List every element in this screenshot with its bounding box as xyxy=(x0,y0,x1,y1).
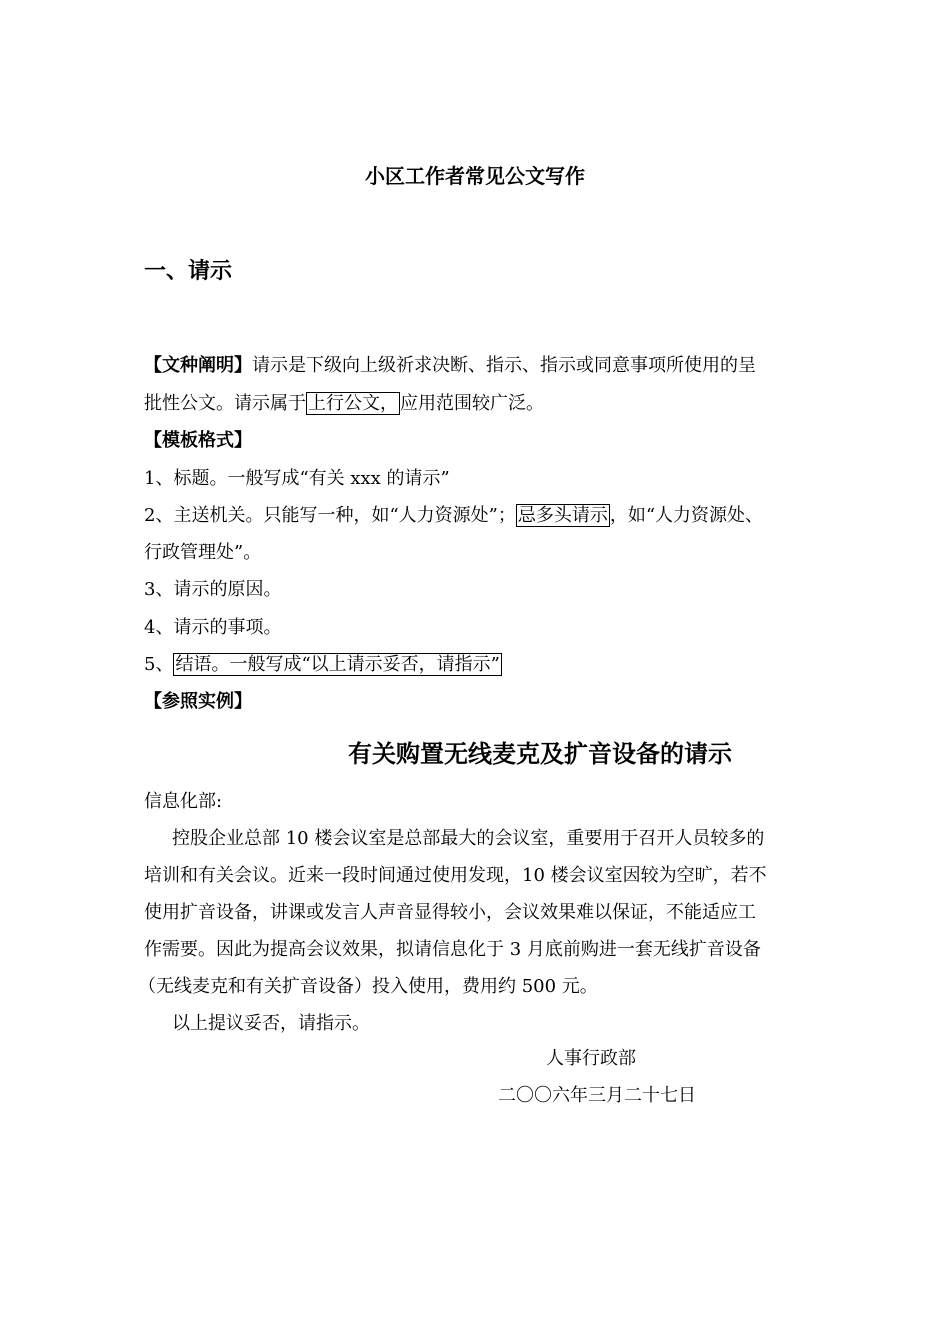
template-item-2-prefix: 2、主送机关。只能写一种，如“人力资源处”； xyxy=(144,505,516,526)
template-item-4: 4、请示的事项。 xyxy=(144,617,282,638)
template-item-5 xyxy=(144,653,502,677)
body-line-5: （无线麦克和有关扩音设备）投入使用，费用约 500 元。 xyxy=(138,976,598,997)
recipient: 信息化部: xyxy=(144,791,223,812)
explanation-label: 【文种阐明】 xyxy=(144,355,252,376)
body-line-4: 作需要。因此为提高会议效果，拟请信息化于 3 月底前购进一套无线扩音设备 xyxy=(144,939,761,960)
body-line-3: 使用扩音设备，讲课或发言人声音显得较小，会议效果难以保证，不能适应工 xyxy=(144,902,756,923)
section-heading: 一、请示 xyxy=(144,258,233,284)
template-label: 【模板格式】 xyxy=(144,430,252,451)
template-item-2 xyxy=(144,504,763,528)
template-item-2-suffix: ，如“人力资源处、 xyxy=(609,505,764,526)
template-item-5-prefix: 5、 xyxy=(144,654,174,675)
explanation-text-2-suffix: 应用范围较广泛。 xyxy=(400,393,544,414)
reference-label: 【参照实例】 xyxy=(144,691,252,712)
sender: 人事行政部 xyxy=(546,1048,636,1069)
explanation-line-1 xyxy=(144,354,756,378)
closing-line: 以上提议妥否，请指示。 xyxy=(172,1013,370,1034)
template-item-2-continued: 行政管理处”。 xyxy=(144,542,262,563)
date: 二〇〇六年三月二十七日 xyxy=(498,1085,696,1106)
upward-document-highlight: 上行公文， xyxy=(308,393,398,414)
body-line-2: 培训和有关会议。近来一段时间通过使用发现，10 楼会议室因较为空旷，若不 xyxy=(144,865,767,886)
explanation-line-2 xyxy=(144,392,544,416)
body-line-1: 控股企业总部 10 楼会议室是总部最大的会议室，重要用于召开人员较多的 xyxy=(172,828,765,849)
document-title: 小区工作者常见公文写作 xyxy=(365,164,585,188)
explanation-text-2-prefix: 批性公文。请示属于 xyxy=(144,393,306,414)
template-item-1: 1、标题。一般写成“有关 xxx 的请示” xyxy=(144,468,450,489)
closing-phrase-highlight: 结语。一般写成“以上请示妥否，请指示” xyxy=(175,654,500,675)
example-title: 有关购置无线麦克及扩音设备的请示 xyxy=(348,739,732,768)
multi-recipient-warning: 忌多头请示 xyxy=(517,505,608,526)
explanation-text-1: 请示是下级向上级祈求决断、指示、指示或同意事项所使用的呈 xyxy=(252,355,756,376)
template-item-3: 3、请示的原因。 xyxy=(144,579,282,600)
